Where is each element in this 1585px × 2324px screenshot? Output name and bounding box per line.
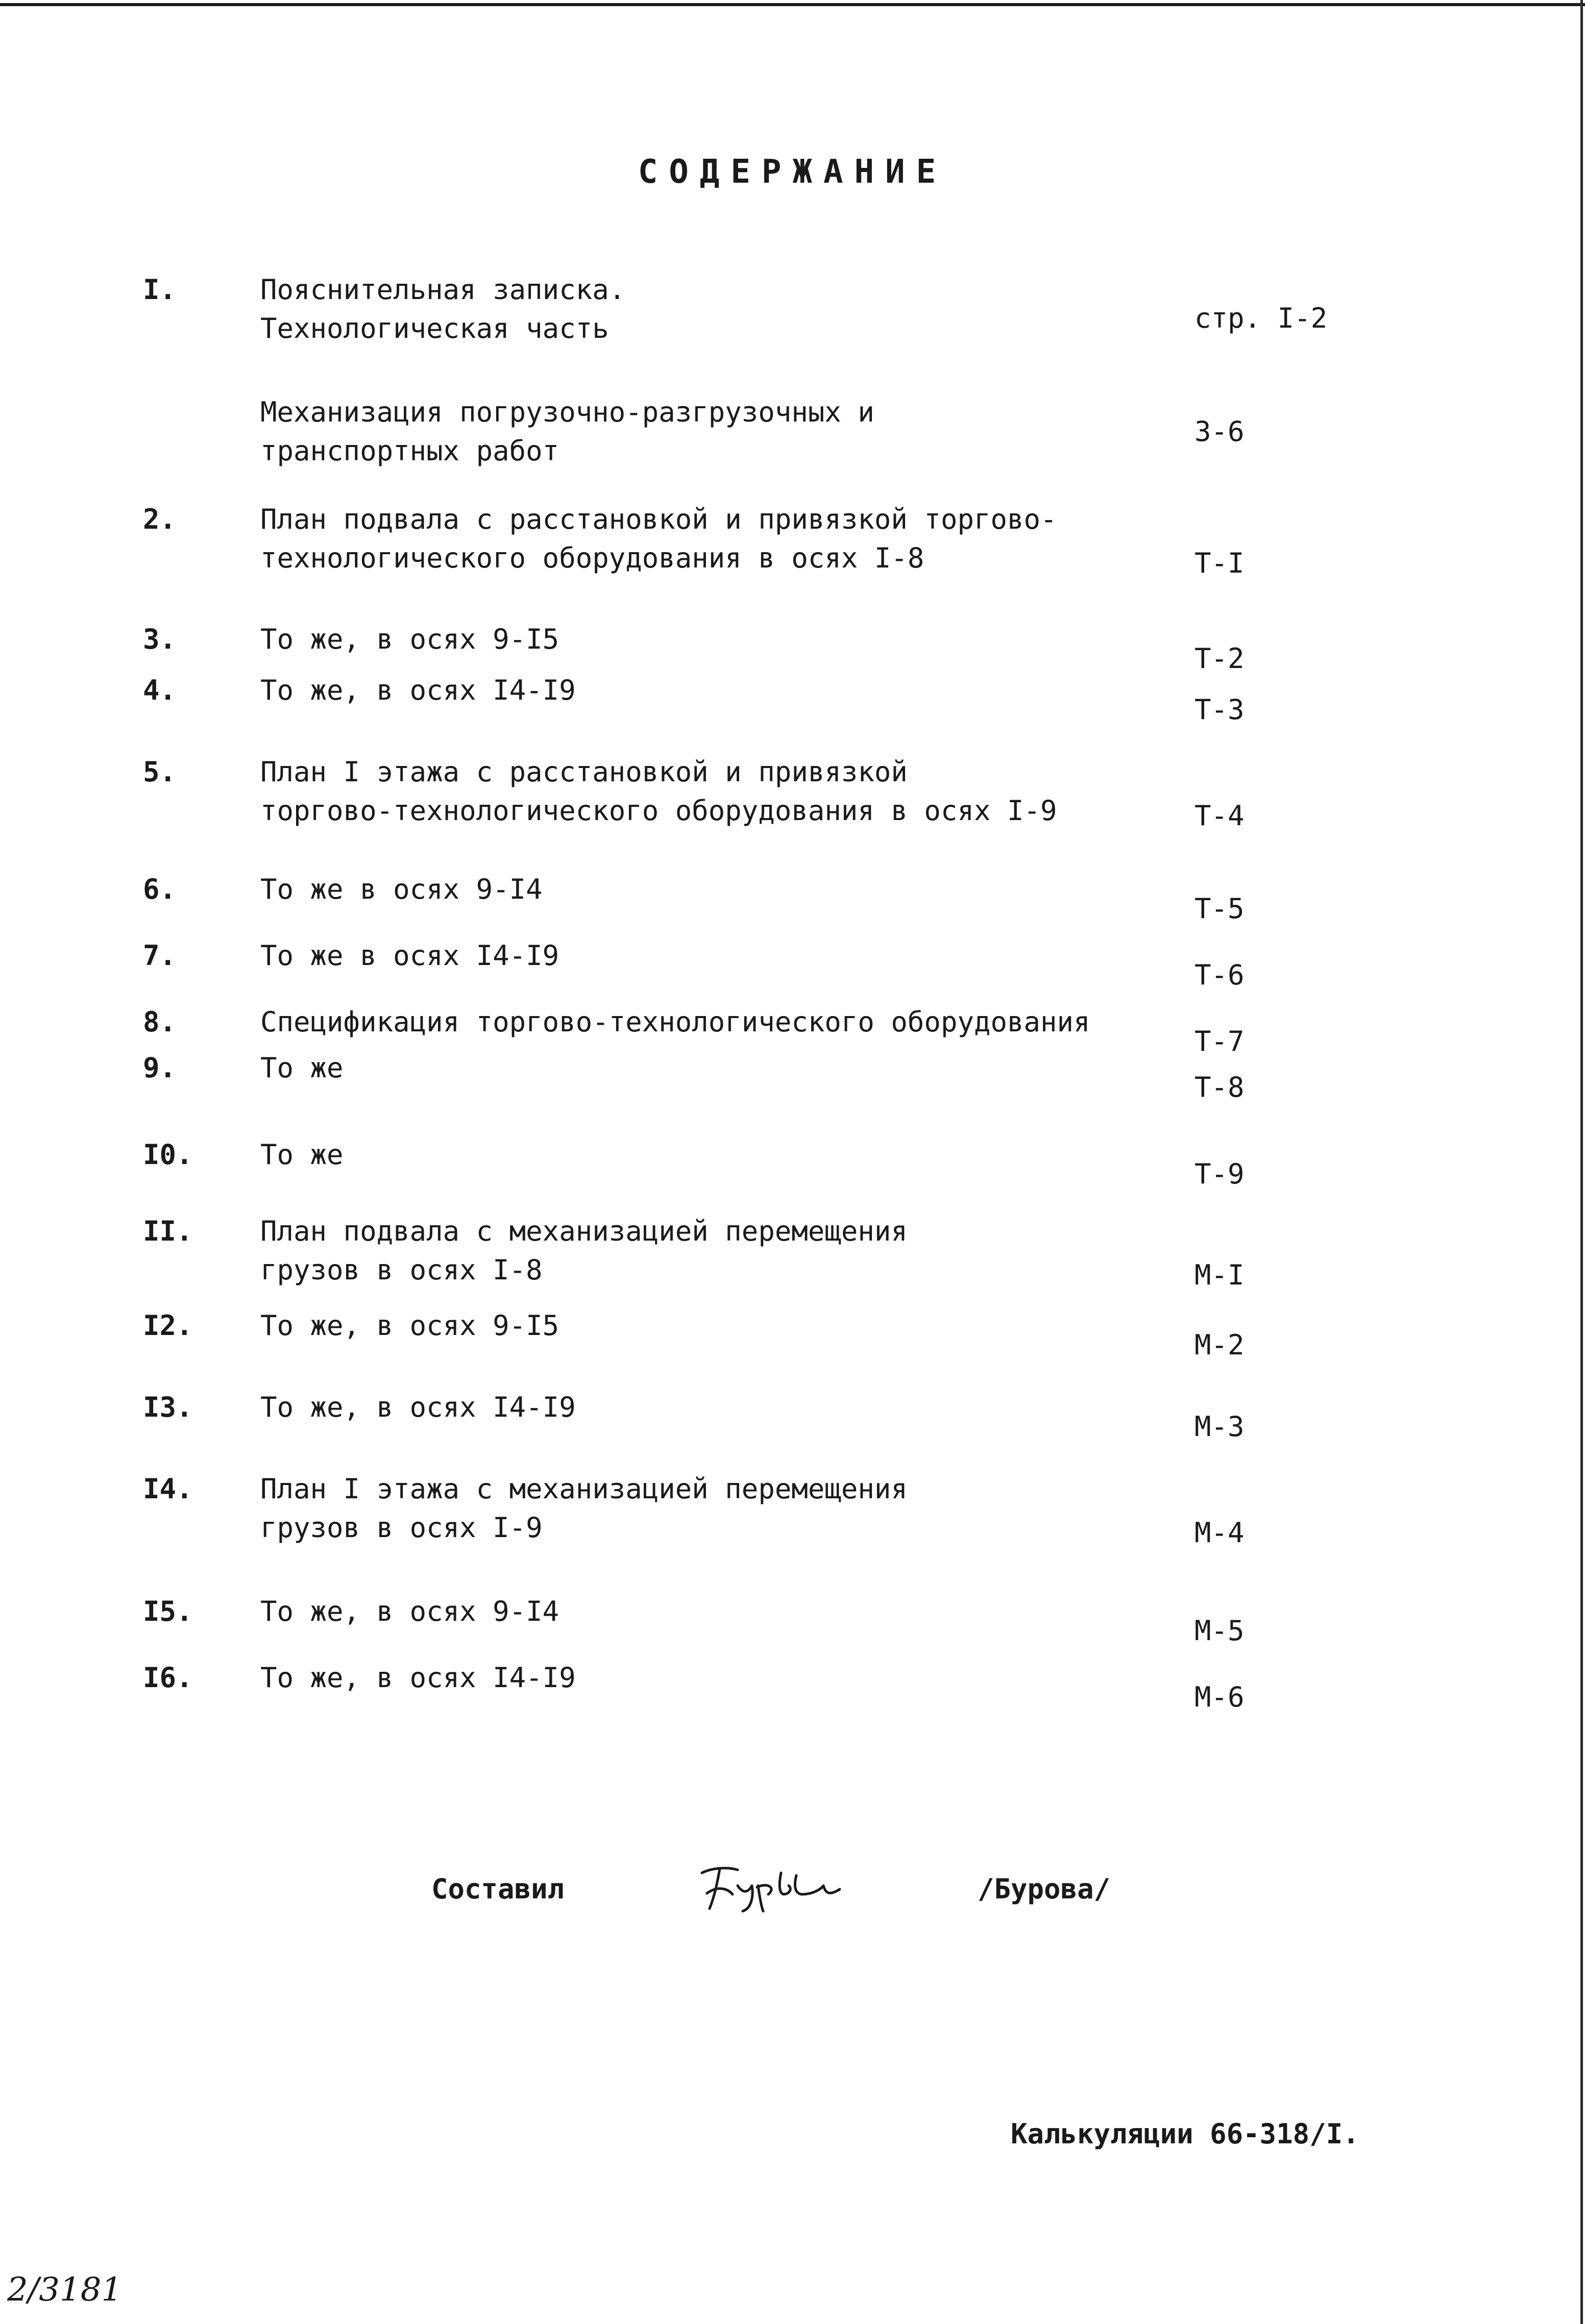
toc-entry-number: I5. [143, 1595, 193, 1627]
toc-entry-title: То же, в осях 9-I5 [260, 623, 559, 655]
toc-entry-number: 4. [143, 674, 177, 706]
toc-entry-title: То же, в осях 9-I4 [260, 1595, 559, 1627]
signature-name: /Бурова/ [978, 1873, 1111, 1905]
toc-entry-number: II. [143, 1215, 193, 1247]
toc-entry-number: 3. [143, 623, 177, 655]
toc-entry-sheet: Т-I [1194, 547, 1245, 579]
toc-entry-title: Спецификация торгово-технологического оборудования [260, 1006, 1090, 1038]
document-title: СОДЕРЖАНИЕ [638, 153, 947, 191]
toc-entry-title: Механизация погрузочно-разгрузочных и транспортных работ [260, 396, 874, 467]
toc-entry-title: План подвала с механизацией перемещения грузов в осях I-8 [260, 1215, 908, 1286]
signature-block [0, 1858, 1585, 1919]
toc-entry-sheet: М-4 [1194, 1517, 1245, 1549]
toc-entry-number: I6. [143, 1662, 193, 1694]
signature-label: Составил [431, 1873, 565, 1905]
toc-entry-number: I3. [143, 1391, 193, 1423]
toc-entry-title: То же, в осях 9-I5 [260, 1309, 559, 1342]
toc-entry-number: I0. [143, 1139, 193, 1171]
toc-entry-title: Пояснительная записка. Технологическая часть [260, 274, 626, 344]
toc-entry-number: 6. [143, 873, 177, 905]
toc-entry-number: I4. [143, 1473, 193, 1505]
toc-entry-sheet: Т-5 [1194, 893, 1245, 925]
toc-entry-title: То же, в осях I4-I9 [260, 674, 576, 706]
toc-entry-sheet: Т-3 [1194, 694, 1245, 726]
toc-entry-sheet: Т-4 [1194, 800, 1245, 832]
toc-entry-sheet: М-I [1194, 1259, 1245, 1291]
toc-entry-sheet: 3-6 [1194, 415, 1245, 448]
toc-entry-number: I. [143, 274, 177, 306]
toc-entry-sheet: Т-8 [1194, 1071, 1245, 1103]
toc-entry-title: То же [260, 1052, 344, 1084]
toc-entry-title: То же [260, 1139, 344, 1171]
document-code: Калькуляции 66-318/I. [1011, 2118, 1359, 2150]
toc-entry-title: То же, в осях I4-I9 [260, 1662, 576, 1694]
toc-entry-title: План I этажа с механизацией перемещения грузов в осях I-9 [260, 1473, 908, 1544]
toc-entry-sheet: Т-6 [1194, 959, 1245, 991]
toc-entry-number: 9. [143, 1052, 177, 1084]
toc-entry-sheet: Т-9 [1194, 1158, 1245, 1190]
scan-edge-right [1580, 0, 1583, 2324]
toc-entry-number: 8. [143, 1006, 177, 1038]
toc-entry-number: 2. [143, 503, 177, 535]
archive-number: 2/3181 [7, 2271, 123, 2309]
toc-entry-title: План I этажа с расстановкой и привязкой торгово-технологического оборудования в осях I-9 [260, 756, 1057, 827]
toc-entry-number: 7. [143, 940, 177, 972]
toc-entry-sheet: стр. I-2 [1194, 302, 1328, 334]
handwritten-signature [692, 1858, 860, 1914]
toc-entry-sheet: М-6 [1194, 1681, 1245, 1713]
toc-entry-sheet: Т-7 [1194, 1025, 1245, 1057]
toc-entry-number: 5. [143, 756, 177, 788]
toc-entry-number: I2. [143, 1309, 193, 1342]
toc-entry-title: То же в осях 9-I4 [260, 873, 543, 905]
toc-entry-sheet: М-2 [1194, 1329, 1245, 1361]
toc-entry-sheet: М-3 [1194, 1411, 1245, 1443]
toc-entry-sheet: Т-2 [1194, 642, 1245, 675]
toc-entry-title: То же, в осях I4-I9 [260, 1391, 576, 1423]
toc-entry-sheet: М-5 [1194, 1615, 1245, 1647]
toc-entry-title: План подвала с расстановкой и привязкой торгово- технологического оборудования в осях I-8 [260, 503, 1057, 574]
toc-entry-title: То же в осях I4-I9 [260, 940, 559, 972]
scan-edge-top [0, 3, 1585, 6]
